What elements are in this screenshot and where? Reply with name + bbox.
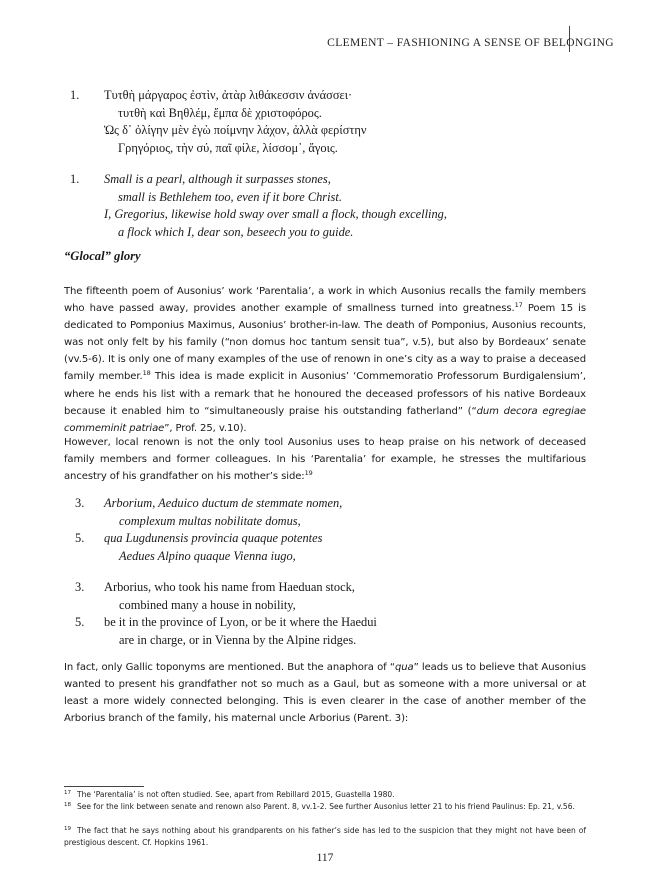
greek-line-4: Γρηγόριος, τὴν σύ, παῖ φίλε, λίσσομ᾽, ἄγοις.	[118, 141, 338, 155]
footnote-ref-17[interactable]: 17	[514, 301, 523, 310]
latin-line-1: Arborium, Aeduico ductum de stemmate nomen,	[104, 496, 343, 510]
greek-line-1: Τυτθὴ μάργαρος ἐστὶν, ἀτὰρ λιθάκεσσιν ἀνάσσει·	[104, 88, 353, 102]
latin-line-3: qua Lugdunensis provincia quaque potentes	[104, 531, 323, 545]
footnote-18: $^{18}$ See for the link between senate and renown also Parent. 8, vv.1-2. See further Ausonius letter 21 to his friend Paulinus: Ep. 21, v.56.	[64, 802, 575, 811]
footnote-rule	[64, 786, 144, 787]
footnote-ref-19[interactable]: 19	[304, 469, 313, 478]
latin-translation-line-4: are in charge, or in Vienna by the Alpine ridges.	[119, 633, 357, 647]
greek-line-3: Ὡς δ᾽ ὀλίγην μὲν ἐγὼ ποίμνην λάχον, ἀλλὰ φερίστην	[104, 123, 367, 137]
footnote-17: $^{17}$ The ‘Parentalia’ is not often studied. See, apart from Rebillard 2015, Guastella 1980.	[64, 790, 395, 799]
running-head: CLEMENT – FASHIONING A SENSE OF BELONGING	[327, 37, 614, 49]
latin-translation-line-1: Arborius, who took his name from Haeduan stock,	[104, 580, 355, 594]
latin-translation-number-3: 3.	[75, 580, 85, 594]
translation-line-2: small is Bethlehem too, even if it bore Christ.	[118, 190, 342, 204]
greek-line-2: τυτθὴ καὶ Βηθλέμ, ἔμπα δὲ χριστοφόρος.	[118, 106, 322, 120]
translation-line-4: a flock which I, dear son, beseech you to guide.	[118, 225, 354, 239]
translation-line-1: Small is a pearl, although it surpasses stones,	[104, 172, 331, 186]
greek-poem-number: 1.	[70, 88, 80, 102]
greek-translation-number: 1.	[70, 172, 80, 186]
footnote-19: $^{19}$ The fact that he says nothing about his grandparents on his father’s side has led to the suspicion that they might not have been of prestigious descent. Cf. Hopkins 1961.	[64, 826, 586, 847]
page-number: 117	[316, 852, 334, 864]
latin-line-4: Aedues Alpino quaque Vienna iugo,	[119, 549, 296, 563]
footnote-ref-18[interactable]: 18	[142, 369, 151, 378]
latin-translation-number-5: 5.	[75, 615, 85, 629]
latin-line-2: complexum multas nobilitate domus,	[119, 514, 301, 528]
latin-translation-line-2: combined many a house in nobility,	[119, 598, 296, 612]
translation-line-3: I, Gregorius, likewise hold sway over small a flock, though excelling,	[104, 207, 447, 221]
paragraph-2: However, local renown is not the only tool Ausonius uses to heap praise on his network of deceased family members and former colleagues. In his ‘Parentalia’ for example, he stresses the multifarious ancestry of his grandfather on his mother’s side:$^{19}$	[64, 437, 586, 483]
latin-poem-number-3: 3.	[75, 496, 85, 510]
latin-poem-number-5: 5.	[75, 531, 85, 545]
paragraph-3: In fact, only Gallic toponyms are mentioned. But the anaphora of “qua” leads us to believe that Ausonius wanted to present his grandfather not so much as a Gaul, but as someone with a more universal or at least a more widely connected belonging. This is even clearer in the case of another member of the Arborius branch of the family, his maternal uncle Arborius (Parent. 3):	[64, 662, 587, 725]
paragraph-1: The fifteenth poem of Ausonius’ work ‘Parentalia’, a work in which Ausonius recalls the family members who have passed away, provides another example of smallness turned into greatness.$^{17}$ Poem 15 is dedicated to Pomponius Maximus, Ausonius’ brother-in-law. The death of Pomponius, Ausonius recounts, was not only felt by his family (“non domus hoc tantum sensit tua”, v.5), but also by Bordeaux’ senate (vv.5-6). It is only one of many examples of the use of renown in one’s city as a way to praise a deceased family member.$^{18}$ This idea is made explicit in Ausonius’ ‘Commemoratio Professorum Burdigalensium’, where he ends his list with a remark that he honoured the deceased professors of his native Bordeaux because it enabled him to “simultaneously praise his outstanding fatherland” (“dum decora egregiae commeminit patriae”, Prof. 25, v.10).	[64, 286, 586, 434]
latin-translation-line-3: be it in the province of Lyon, or be it where the Haedui	[104, 615, 377, 629]
section-heading: “Glocal” glory	[64, 249, 141, 263]
